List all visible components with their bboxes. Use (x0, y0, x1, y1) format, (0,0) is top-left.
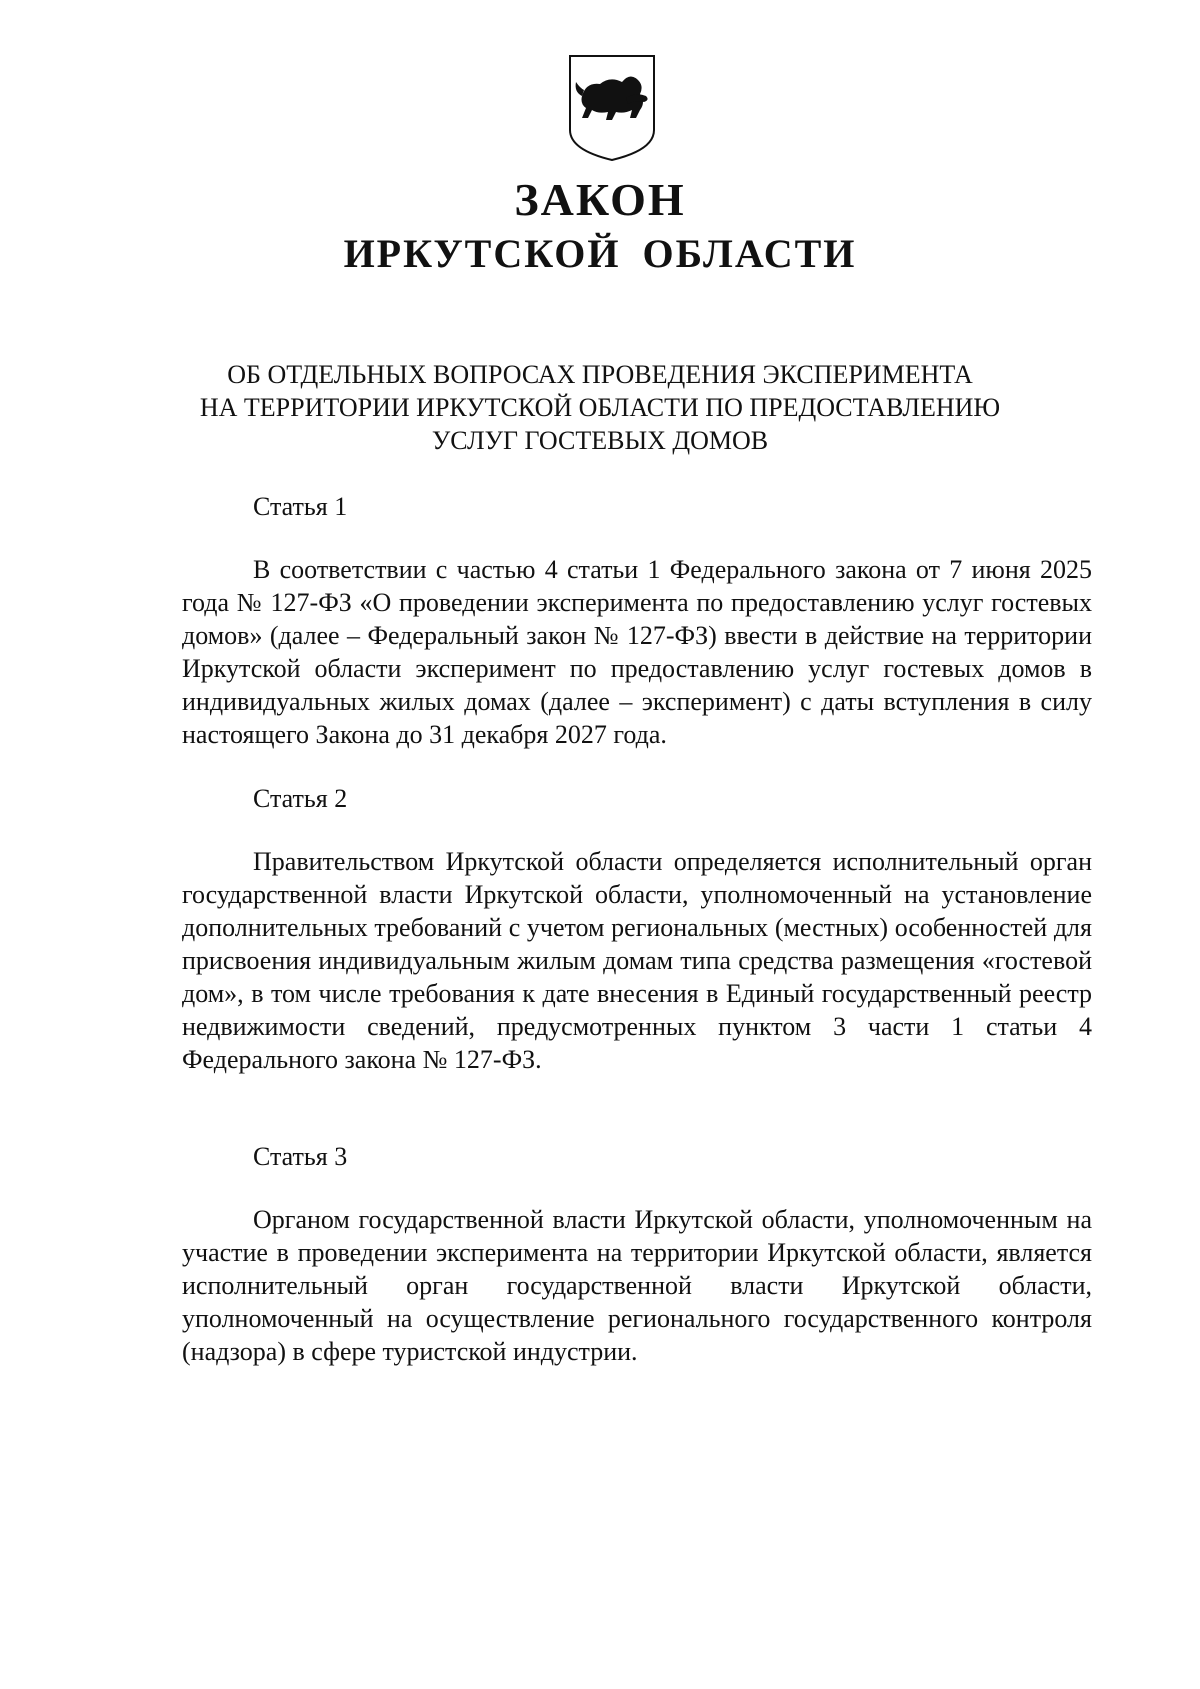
coat-of-arms-icon (566, 52, 658, 164)
article-1-text: В соответствии с частью 4 статьи 1 Федерального закона от 7 июня 2025 года № 127-ФЗ «О проведении эксперимента по предоставлению услуг гостевых домов» (далее – Федеральный закон № 127-ФЗ) ввести в действие на территории Иркутской области эксперимент по предоставлению услуг гостевых домов в индивидуальных жилых домах (далее – эксперимент) с даты вступления в силу настоящего Закона до 31 декабря 2027 года. (182, 555, 1092, 749)
law-subject (160, 358, 1040, 457)
law-region-title: ИРКУТСКОЙ ОБЛАСТИ (343, 231, 857, 276)
subject-line: НА ТЕРРИТОРИИ ИРКУТСКОЙ ОБЛАСТИ ПО ПРЕДОСТАВЛЕНИЮ (199, 393, 1001, 422)
subject-line: УСЛУГ ГОСТЕВЫХ ДОМОВ (431, 426, 769, 455)
subject-line: ОБ ОТДЕЛЬНЫХ ВОПРОСАХ ПРОВЕДЕНИЯ ЭКСПЕРИМЕНТА (227, 360, 973, 389)
law-title: ЗАКОН (514, 174, 686, 225)
article-1-heading: Статья 1 (253, 492, 348, 521)
article-2-text: Правительством Иркутской области определяется исполнительный орган государственной власти Иркутской области, уполномоченный на установление дополнительных требований с учетом региональных (местных) особенностей для присвоения индивидуальным жилым домам типа средства размещения «гостевой дом», в том числе требования к дате внесения в Единый государственный реестр недвижимости сведений, предусмотренных пунктом 3 части 1 статьи 4 Федерального закона № 127-ФЗ. (182, 847, 1092, 1074)
article-2-heading: Статья 2 (253, 784, 348, 813)
article-3-heading: Статья 3 (253, 1142, 348, 1171)
article-3-text: Органом государственной власти Иркутской области, уполномоченным на участие в проведении эксперимента на территории Иркутской области, является исполнительный орган государственной власти Иркутской области, уполномоченный на осуществление регионального государственного контроля (надзора) в сфере туристской индустрии. (182, 1205, 1092, 1366)
